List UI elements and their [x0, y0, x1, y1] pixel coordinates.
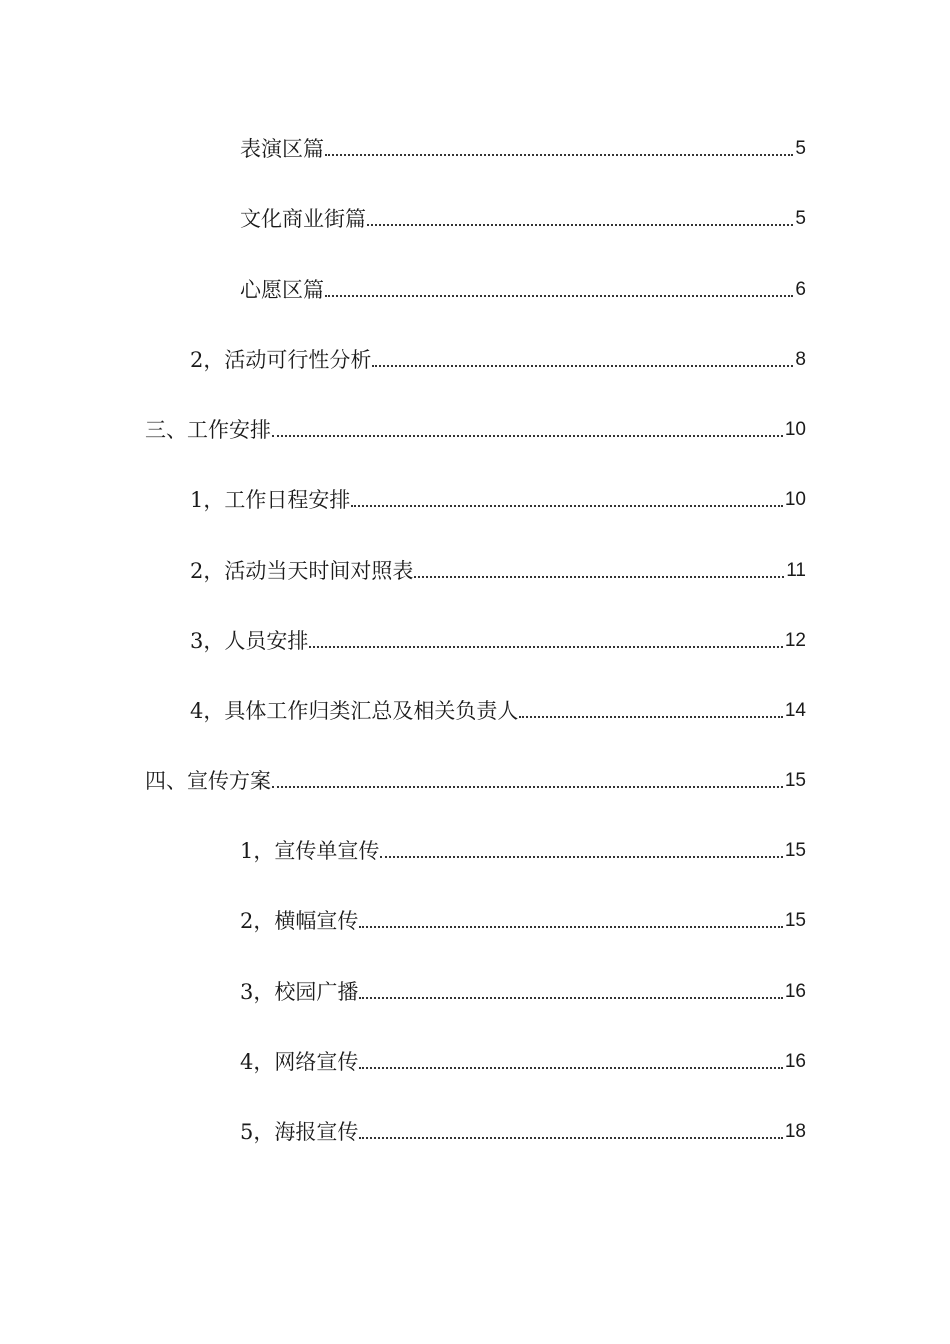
toc-dot-leader — [272, 434, 783, 437]
toc-entry-title: 2，活动当天时间对照表 — [190, 559, 414, 583]
toc-entry-title: 表演区篇 — [240, 137, 324, 161]
toc-dot-leader — [359, 996, 782, 999]
toc-dot-leader — [367, 223, 793, 226]
toc-entry-title: 3，校园广播 — [240, 980, 359, 1004]
toc-dot-leader — [351, 504, 782, 507]
toc-entry-title: 4，具体工作归类汇总及相关负责人 — [190, 699, 519, 723]
toc-page-number: 14 — [784, 700, 806, 721]
toc-entry[interactable] — [240, 906, 806, 936]
toc-entry[interactable] — [190, 626, 806, 656]
toc-page-number: 6 — [795, 279, 806, 300]
toc-entry-title: 1，宣传单宣传 — [240, 839, 380, 863]
toc-dot-leader — [359, 925, 782, 928]
toc-page-number: 15 — [784, 840, 806, 861]
toc-page-number: 11 — [786, 560, 806, 581]
toc-dot-leader — [414, 575, 784, 578]
toc-entry[interactable] — [240, 1047, 806, 1077]
toc-entry[interactable] — [240, 204, 806, 234]
toc-dot-leader — [380, 855, 782, 858]
toc-page-number: 15 — [784, 770, 806, 791]
toc-entry[interactable] — [240, 134, 806, 164]
toc-entry[interactable] — [240, 275, 806, 305]
toc-page-number: 10 — [784, 489, 806, 510]
toc-entry-title: 四、宣传方案 — [145, 769, 271, 793]
toc-page-number: 15 — [784, 910, 806, 931]
toc-dot-leader — [359, 1066, 782, 1069]
toc-entry-title: 文化商业街篇 — [240, 207, 366, 231]
toc-dot-leader — [372, 364, 793, 367]
toc-entry[interactable] — [240, 1117, 806, 1147]
toc-page-number: 16 — [784, 981, 806, 1002]
toc-entry-title: 2，横幅宣传 — [240, 909, 359, 933]
toc-page-number: 5 — [795, 138, 806, 159]
toc-entry[interactable] — [190, 485, 806, 515]
toc-entry-title: 心愿区篇 — [240, 278, 324, 302]
toc-dot-leader — [519, 715, 782, 718]
toc-entry[interactable] — [190, 345, 806, 375]
toc-entry-title: 5，海报宣传 — [240, 1120, 359, 1144]
toc-entry[interactable] — [240, 977, 806, 1007]
toc-entry[interactable] — [145, 766, 806, 796]
toc-entry[interactable] — [190, 556, 806, 586]
toc-page-number: 8 — [795, 349, 806, 370]
toc-page-number: 5 — [795, 208, 806, 229]
toc-entry[interactable] — [145, 415, 806, 445]
toc-dot-leader — [325, 294, 793, 297]
toc-dot-leader — [272, 785, 783, 788]
toc-page-number: 16 — [784, 1051, 806, 1072]
toc-entry-title: 3，人员安排 — [190, 629, 309, 653]
toc-dot-leader — [325, 153, 793, 156]
toc-entry[interactable] — [190, 696, 806, 726]
toc-entry[interactable] — [240, 836, 806, 866]
toc-entry-title: 三、工作安排 — [145, 418, 271, 442]
toc-entry-title: 4，网络宣传 — [240, 1050, 359, 1074]
toc-entry-title: 2，活动可行性分析 — [190, 348, 372, 372]
toc-dot-leader — [309, 645, 782, 648]
toc-entry-title: 1，工作日程安排 — [190, 488, 351, 512]
toc-page-number: 10 — [784, 419, 806, 440]
toc-page-number: 12 — [784, 630, 806, 651]
toc-dot-leader — [359, 1136, 782, 1139]
toc-page-number: 18 — [784, 1121, 806, 1142]
